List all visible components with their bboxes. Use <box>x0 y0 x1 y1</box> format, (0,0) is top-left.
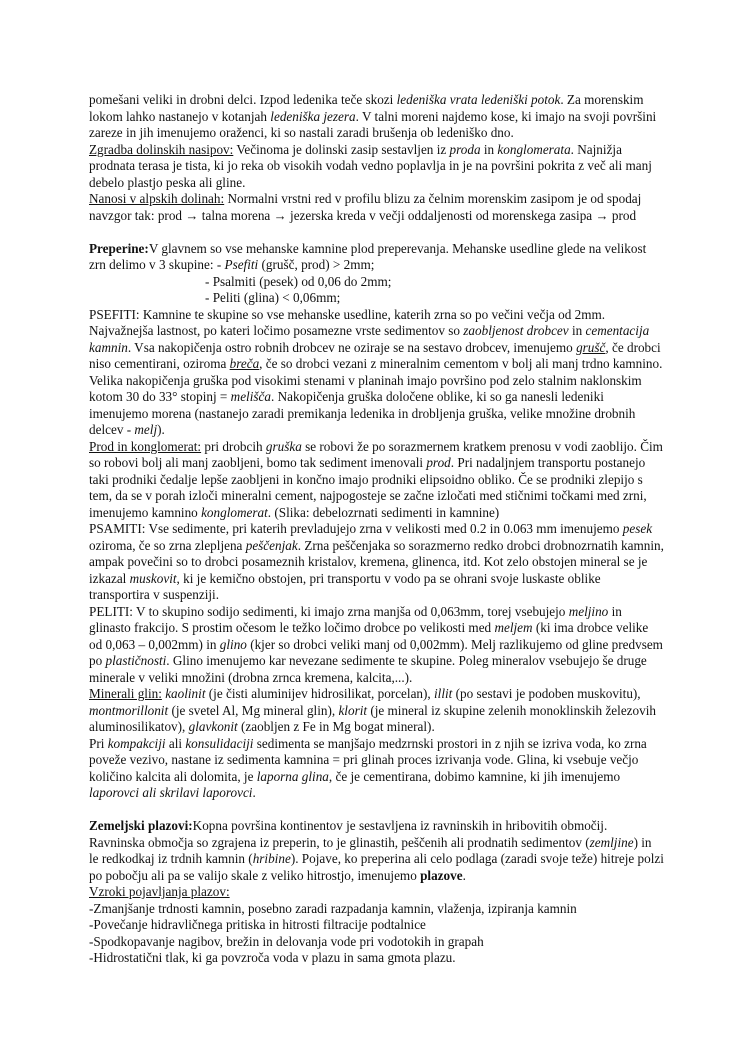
text: ). Pojave, ko preperina ali celo podlaga (zaradi svoje teže) hitreje polzi po pobočju ali pa se valijo skale z veliko hitrostjo, imenujemo <box>89 851 664 883</box>
term: muskovit <box>129 570 177 586</box>
text: , če so drobci vezani z mineralnim cementom v bolj ali manj trdno kamnino. Velika nakopičenja gruška pod visokimi stenami v planinah imajo površino pod zelo stalnim naklonskim kotom 30 do 33° stopinj = <box>89 356 663 404</box>
text: se robovi že po sorazmernem kratkem prenosu v vodi zaoblijo. Čim so robovi bolj ali manj zaobljeni, bomo tak sediment imenovali <box>89 438 663 470</box>
term: illit <box>434 686 453 701</box>
text: . Vsa nakopičenja ostro robnih drobcev ne oziraje se na sestavo drobcev, imenujemo <box>127 339 577 355</box>
paragraph-psamiti <box>89 521 664 604</box>
term-bold: plazove <box>420 867 463 883</box>
spacer <box>89 802 664 819</box>
term: glavkonit <box>188 719 238 734</box>
paragraph-glacier <box>89 92 664 142</box>
term: zaobljenost drobcev <box>463 323 569 338</box>
section-heading: Minerali glin: <box>89 686 162 701</box>
term: konglomerata <box>497 141 571 157</box>
text: . Najnižja prodnata terasa je tista, ki jo reka ob visokih vodah vedno poplavlja in je na površini pokrita z več ali manj debelo plastjo peska ali gline. <box>89 141 652 190</box>
text: PELITI: V to skupino sodijo sedimenti, ki imajo zrna manjša od 0,063mm, torej vsebujejo <box>89 603 569 619</box>
term: hribine <box>252 851 291 866</box>
paragraph-clay-minerals <box>89 686 664 736</box>
term: montmorillonit <box>89 702 169 718</box>
term: pesek <box>622 521 653 536</box>
term: laporna glina <box>256 768 329 784</box>
section-heading: Zemeljski plazovi: <box>89 818 193 833</box>
term: Psefiti <box>224 257 259 272</box>
term: zemljine <box>589 834 634 850</box>
document-page <box>89 92 664 967</box>
term: ledeniška jezera <box>270 108 356 124</box>
text: (grušč, prod) > 2mm; <box>258 257 375 272</box>
text: . Zrna peščenjaka so sorazmerno redko drobci drobnozrnatih kamnin, ampak povečini so to drobci posameznih kristalov, kremena, glinenca, itd. Kot zelo obstojen mineral se je izkazal <box>89 537 664 586</box>
text: (po sestavi je podoben muskovitu), <box>452 686 641 701</box>
term: meljino <box>568 603 609 619</box>
term: konsulidaciji <box>185 735 254 751</box>
text: in <box>568 323 586 338</box>
spacer <box>89 224 664 241</box>
term: grušč <box>576 339 606 355</box>
section-heading: Prod in konglomerat: <box>89 438 202 454</box>
cause-item: -Zmanjšanje trdnosti kamnin, posebno zaradi razpadanja kamnin, vlaženja, izpiranja kamnin <box>89 900 577 916</box>
term: breča <box>229 356 260 371</box>
text: . <box>462 867 466 883</box>
text: Kopna površina kontinentov je sestavljena iz ravninskih in hribovitih območij. Ravninska območja so zgrajena iz preperin, to je glinastih, peščenih ali prodnatih sedimentov ( <box>89 818 608 850</box>
term: gruška <box>265 438 302 454</box>
text: in glinasto frakcijo. S prostim očesom le težko ločimo drobce po velikosti med <box>89 603 622 635</box>
text: pomešani veliki in drobni delci. Izpod ledenika teče skozi <box>89 92 397 107</box>
text: oziroma, če so zrna zlepljena <box>89 537 246 553</box>
section-heading: Preperine: <box>89 240 149 256</box>
text: PSAMITI: Vse sedimente, pri katerih prevladujejo zrna v velikosti med 0.2 in 0.063 mm imenujemo <box>89 521 623 536</box>
paragraph-landslides <box>89 818 664 884</box>
paragraph-valley-fill <box>89 142 664 192</box>
term: meljem <box>494 620 533 635</box>
text: Večinoma je dolinski zasip sestavljen iz <box>233 141 450 157</box>
text: . Nakopičenja gruška določene oblike, ki so ga nanesli ledeniki imenujemo morena (nastanejo zaradi premikanja ledenika in drobljenja gruška, velike množine drobnih delcev - <box>89 389 636 437</box>
text: (kjer so drobci veliki manj od 0,002mm). Melj razlikujemo od gline predvsem po <box>89 636 663 668</box>
term: proda <box>449 141 481 157</box>
term: klorit <box>338 702 368 718</box>
text: in <box>480 141 498 157</box>
text: , če je cementirana, dobimo kamnine, ki jih imenujemo <box>328 768 621 784</box>
text: pri drobcih <box>201 438 266 454</box>
text: . (Slika: debelozrnati sedimenti in kamnine) <box>267 504 500 520</box>
text: (je svetel Al, Mg mineral glin), <box>168 702 339 718</box>
text: , ki je kemično obstojen, pri transportu v vodo pa se ohrani svoje luskaste oblike transportira v suspenziji. <box>89 570 601 602</box>
text: sedimenta se manjšajo medzrnski prostori in z njih se izriva voda, ko zrna poveže vezivo, nastane iz sedimenta kamnina = pri glinah proces izrivanja vode. Glina, ki vsebuje večjo količino kalcita ali dolomita, je <box>89 735 647 784</box>
section-heading: Nanosi v alpskih dolinah: <box>89 191 225 206</box>
text: Normalni vrstni red v profilu blizu za čelnim morenskim zasipom je od spodaj navzgor tak: prod → talna morena → jezerska kreda v večji oddaljenosti od morenskega zasipa → prod <box>89 191 642 223</box>
text: Pri <box>89 735 108 751</box>
text: ). <box>157 422 165 437</box>
term: cementacija kamnin <box>89 323 650 355</box>
paragraph-peliti <box>89 604 664 687</box>
paragraph-prod-konglomerat <box>89 439 664 522</box>
paragraph-compaction <box>89 736 664 802</box>
text: ali <box>165 735 186 751</box>
term: glino <box>219 636 247 652</box>
cause-item: -Hidrostatični tlak, ki ga povzroča voda v plazu in sama gmota plazu. <box>89 950 456 965</box>
term: melišča <box>230 389 271 404</box>
list-item-psalmiti: - Psalmiti (pesek) od 0,06 do 2mm; <box>205 273 392 289</box>
text: ) in le redkodkaj iz trdnih kamnin ( <box>89 834 652 866</box>
cause-item: -Povečanje hidravličnega pritiska in hitrosti filtracije podtalnice <box>89 917 426 932</box>
text: , če drobci niso cementirani, oziroma <box>89 339 661 371</box>
text: . Pri nadaljnjem transportu postanejo taki prodniki čedalje lepše zaobljeni in končno imajo prodniki elipsoidno obliko. Če se prodniki zlepijo s tem, da se v porah izloči mineralni cement, najpogosteje se začne izločati med stičnimi točkami med zrni, imenujemo kamnino <box>89 455 647 520</box>
text: . V talni moreni najdemo kose, ki imajo na svoji površini zareze in jih imenujemo oraženci, ki so nastali zaradi brušenja ob ledeniško dno. <box>89 108 657 140</box>
list-item-peliti: - Peliti (glina) < 0,06mm; <box>205 290 341 305</box>
term: prod <box>426 455 451 470</box>
term: ledeniška vrata ledeniški potok <box>396 92 561 107</box>
text: (je mineral iz skupine zelenih monoklinskih železovih aluminosilikatov), <box>89 702 656 734</box>
text: PSEFITI: Kamnine te skupine so vse mehanske usedline, katerih zrna so po večini večja od 2mm. Najvažnejša lastnost, po kateri ločimo posamezne vrste sedimentov so <box>89 306 606 338</box>
causes-heading: Vzroki pojavljanja plazov: <box>89 884 230 899</box>
term: plastičnosti <box>105 653 167 668</box>
text: . <box>252 785 256 800</box>
text: V glavnem so vse mehanske kamnine plod preperevanja. Mehanske usedline glede na velikost zrn delimo v 3 skupine: - <box>89 240 647 272</box>
text: (ki ima drobce velike od 0,063 – 0,002mm) in <box>89 620 649 652</box>
paragraph-psefiti <box>89 307 664 439</box>
term: kompakciji <box>107 735 166 751</box>
section-heading: Zgradba dolinskih nasipov: <box>89 141 234 157</box>
text: (je čisti aluminijev hidrosilikat, porcelan), <box>205 686 435 701</box>
term: laporovci ali skrilavi laporovci <box>89 785 253 800</box>
paragraph-preperine <box>89 241 664 274</box>
text: . Glino imenujemo kar nevezane sedimente te skupine. Poleg mineralov vsebujejo še druge minerale v veliki množini (drobna zrnca kremena, kalcita,...). <box>89 653 647 685</box>
term: peščenjak <box>245 537 298 553</box>
paragraph-alpine-deposits <box>89 191 664 224</box>
term: konglomerat <box>201 504 268 520</box>
term: kaolinit <box>165 686 206 701</box>
text: . Za morenskim lokom lahko nastanejo v kotanjah <box>89 92 644 124</box>
cause-item: -Spodkopavanje nagibov, brežin in delovanja vode pri vodotokih in grapah <box>89 933 484 949</box>
term: melj <box>134 422 158 437</box>
text: (zaobljen z Fe in Mg bogat mineral). <box>237 719 435 734</box>
